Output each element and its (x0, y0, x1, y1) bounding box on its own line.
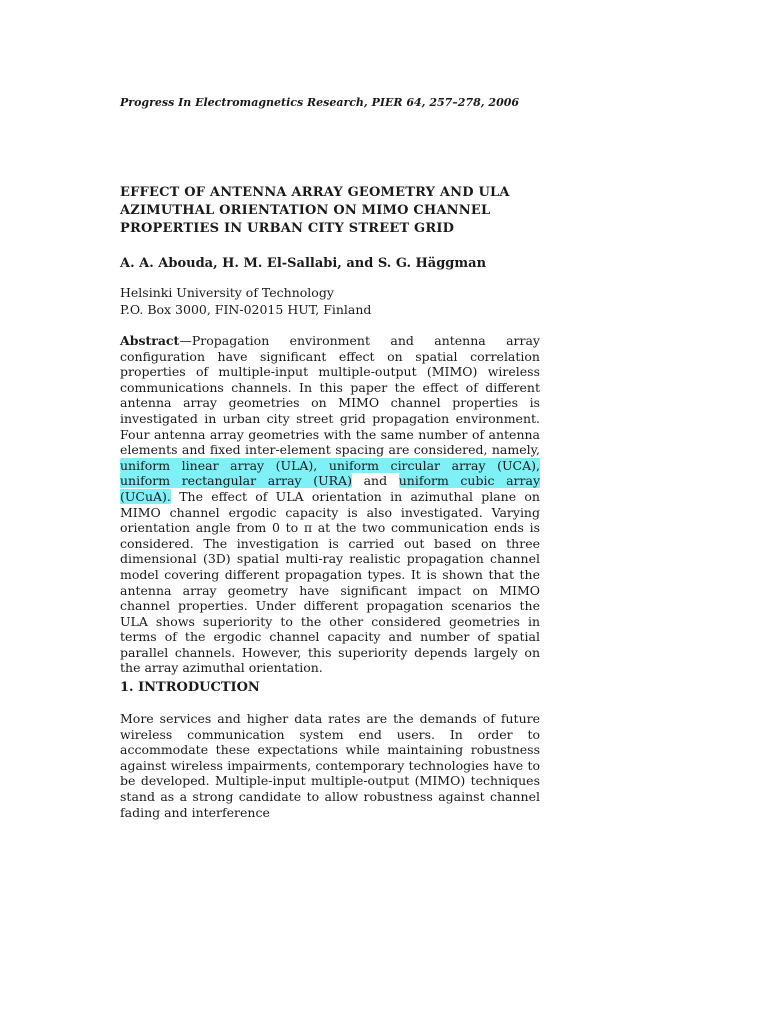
abstract-paragraph (120, 333, 540, 676)
abstract-text: —Propagation environment and antenna array configuration have significant effect on spatial correlation properties of multiple-input multiple-output (MIMO) wireless communications channels. In this paper the effect of different antenna array geometries on MIMO channel properties is investigated in urban city street grid propagation environment. Four antenna array geometries with the same number of antenna elements and fixed inter-element spacing are considered, namely, (120, 333, 540, 458)
affiliation-line: P.O. Box 3000, FIN-02015 HUT, Finland (120, 302, 372, 317)
affiliation (120, 284, 371, 318)
affiliation-line: Helsinki University of Technology (120, 285, 334, 300)
author-list: A. A. Abouda, H. M. El-Sallabi, and S. G. Häggman (120, 256, 487, 271)
section-heading: 1. INTRODUCTION (120, 680, 260, 695)
paper-title (120, 184, 550, 238)
intro-paragraph: More services and higher data rates are the demands of future wireless communication system end users. In order to accommodate these expectations while maintaining robustness against wireless impairments, contemporary technologies have to be developed. Multiple-input multiple-output (MIMO) techniques stand as a strong candidate to allow robustness against channel fading and interference (120, 711, 540, 820)
highlighted-text[interactable]: uniform linear array (ULA), uniform circular array (UCA), uniform rectangular array (URA) (120, 457, 540, 489)
journal-header: Progress In Electromagnetics Research, PIER 64, 257–278, 2006 (120, 96, 520, 109)
title-line: PROPERTIES IN URBAN CITY STREET GRID (120, 221, 455, 236)
title-line: AZIMUTHAL ORIENTATION ON MIMO CHANNEL (120, 203, 491, 218)
abstract-text: and (351, 473, 399, 489)
title-line: EFFECT OF ANTENNA ARRAY GEOMETRY AND ULA (120, 185, 510, 200)
abstract-text: The effect of ULA orientation in azimuthal plane on MIMO channel ergodic capacity is also investigated. Varying orientation angle from 0 to π at the two communication ends is considered. The investigation is carried out based on three dimensional (3D) spatial multi-ray realistic propagation channel model covering different propagation types. It is shown that the antenna array geometry have significant impact on MIMO channel properties. Under different propagation scenarios the ULA shows superiority to the other considered geometries in terms of the ergodic channel capacity and number of spatial parallel channels. However, this superiority depends largely on the array azimuthal orientation. (120, 488, 540, 676)
highlighted-text[interactable]: uniform cubic array (UCuA). (120, 473, 541, 504)
abstract-label: Abstract (120, 333, 180, 348)
